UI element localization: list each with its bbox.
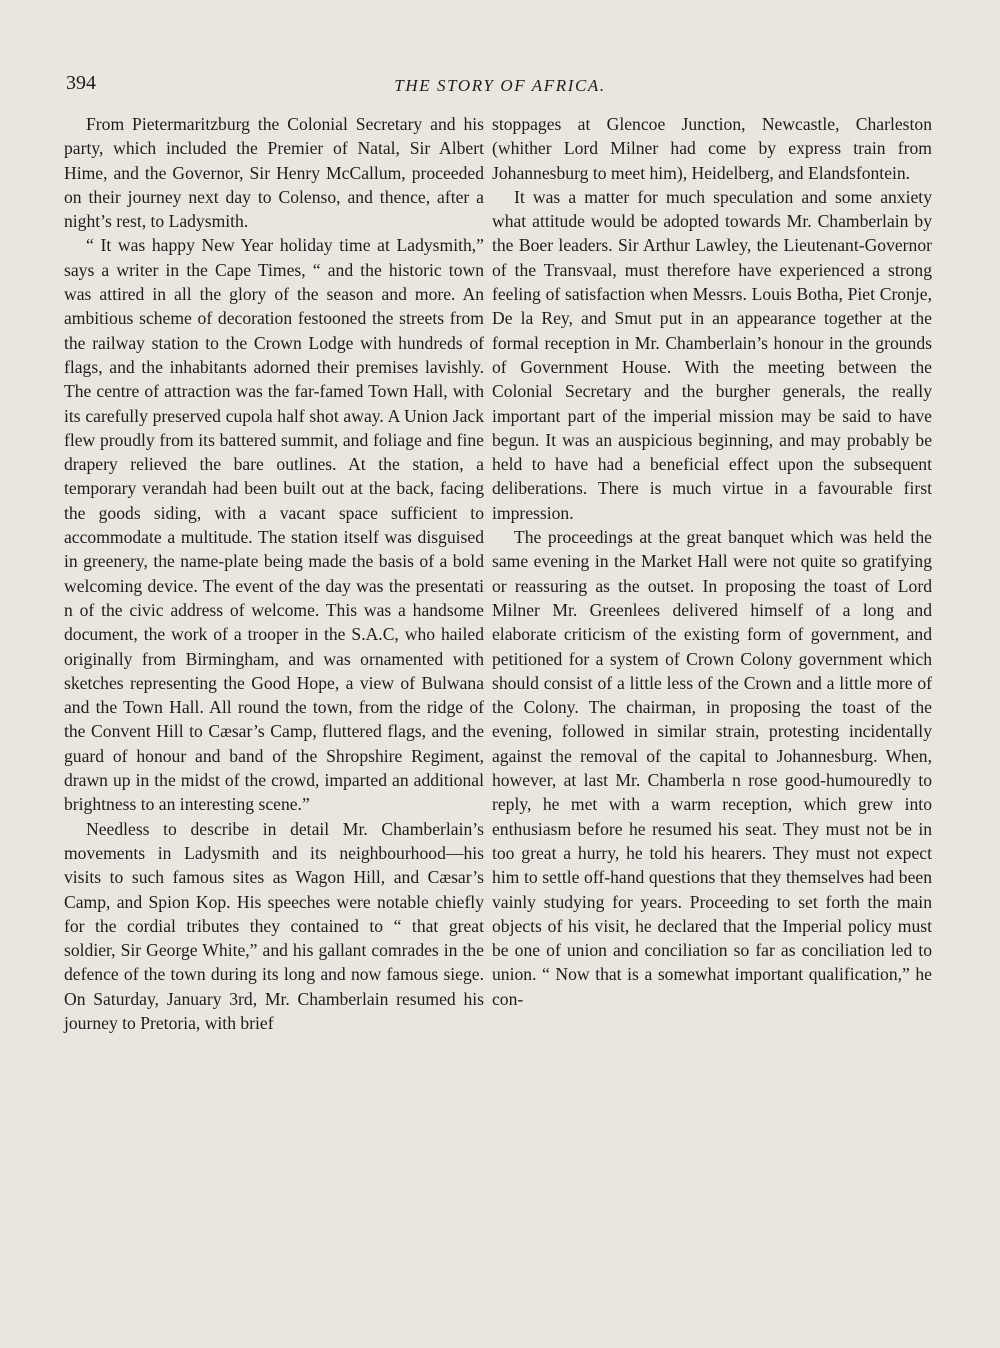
paragraph: The proceedings at the great banquet which was held the same evening in the Market Hall were not quite so gratifying or reassuring as the outset. In proposing the toast of Lord Milner Mr. Greenlees delivered himself of a long and elaborate criticism of the existing form of government, and petitioned for a system of Crown Colony government which should consist of a little less of the Crown and a little more of the Colony. The chairman, in proposing the toast of the evening, followed in similar strain, protesting incidentally against the removal of the capital to Johannesburg. When, however, at last Mr. Chamberla n rose good-humouredly to reply, he met with a warm reception, which grew into enthusiasm before he resumed his seat. They must not be in too great a hurry, he told his hearers. They must not expect him to settle off-hand questions that they themselves had been vainly studying for years. Proceeding to set forth the main objects of his visit, he declared that the Imperial policy must be one of union and conciliation so far as conciliation led to union. “ Now that is a somewhat important qualification,” he con- [492, 527, 932, 1009]
page-header [0, 68, 1000, 104]
paragraph: stoppages at Glencoe Junction, Newcastle, Charleston (whither Lord Milner had come by express train from Johannesburg to meet him), Heidelberg, and Elandsfontein. [492, 114, 932, 183]
left-column [64, 112, 484, 1035]
paragraph: From Pietermaritzburg the Colonial Secretary and his party, which included the Premier of Natal, Sir Albert Hime, and the Governor, Sir Henry McCallum, proceeded on their journey next day to Colenso, and thence, after a night’s rest, to Ladysmith. [64, 114, 484, 232]
right-column [492, 112, 932, 1011]
page-number: 394 [66, 72, 96, 94]
paragraph: “ It was happy New Year holiday time at Ladysmith,” says a writer in the Cape Times, “ and the historic town was attired in all the glory of the season and more. An ambitious scheme of decoration festooned the streets from the railway station to the Crown Lodge with hundreds of flags, and the inhabitants adorned their premises lavishly. The centre of attraction was the far-famed Town Hall, with its carefully preserved cupola half shot away. A Union Jack flew proudly from its battered summit, and foliage and fine drapery relieved the bare outlines. At the station, a temporary verandah had been built out at the back, facing the goods siding, with a vacant space sufficient to accommodate a multitude. The station itself was disguised in greenery, the name-plate being made the basis of a bold welcoming device. The event of the day was the presentati n of the civic address of welcome. This was a handsome document, the work of a trooper in the S.A.C, who hailed originally from Birmingham, and was ornamented with sketches representing the Good Hope, a view of Bulwana and the Town Hall. All round the town, from the ridge of the Convent Hill to Cæsar’s Camp, fluttered flags, and the guard of honour and band of the Shropshire Regiment, drawn up in the midst of the crowd, imparted an additional brightness to an interesting scene.” [64, 235, 484, 815]
paragraph: Needless to describe in detail Mr. Chamberlain’s movements in Ladysmith and its neighbourhood—his visits to such famous sites as Wagon Hill, and Cæsar’s Camp, and Spion Kop. His speeches were notable chiefly for the cordial tributes they contained to “ that great soldier, Sir George White,” and his gallant comrades in the defence of the town during its long and now famous siege. On Saturday, January 3rd, Mr. Chamberlain resumed his journey to Pretoria, with brief [64, 818, 484, 1033]
running-title: THE STORY OF AFRICA. [394, 76, 606, 95]
paragraph: It was a matter for much speculation and some anxiety what attitude would be adopted towards Mr. Chamberlain by the Boer leaders. Sir Arthur Lawley, the Lieutenant-Governor of the Transvaal, must therefore have experienced a strong feeling of satisfaction when Messrs. Louis Botha, Piet Cronje, De la Rey, and Smut put in an appearance together at the formal reception in Mr. Chamberlain’s honour in the grounds of Government House. With the meeting between the Colonial Secretary and the burgher generals, the really important part of the imperial mission may be said to have begun. It was an auspicious beginning, and may probably be held to have had a beneficial effect upon the subsequent deliberations. There is much virtue in a favourable first impression. [492, 186, 932, 523]
